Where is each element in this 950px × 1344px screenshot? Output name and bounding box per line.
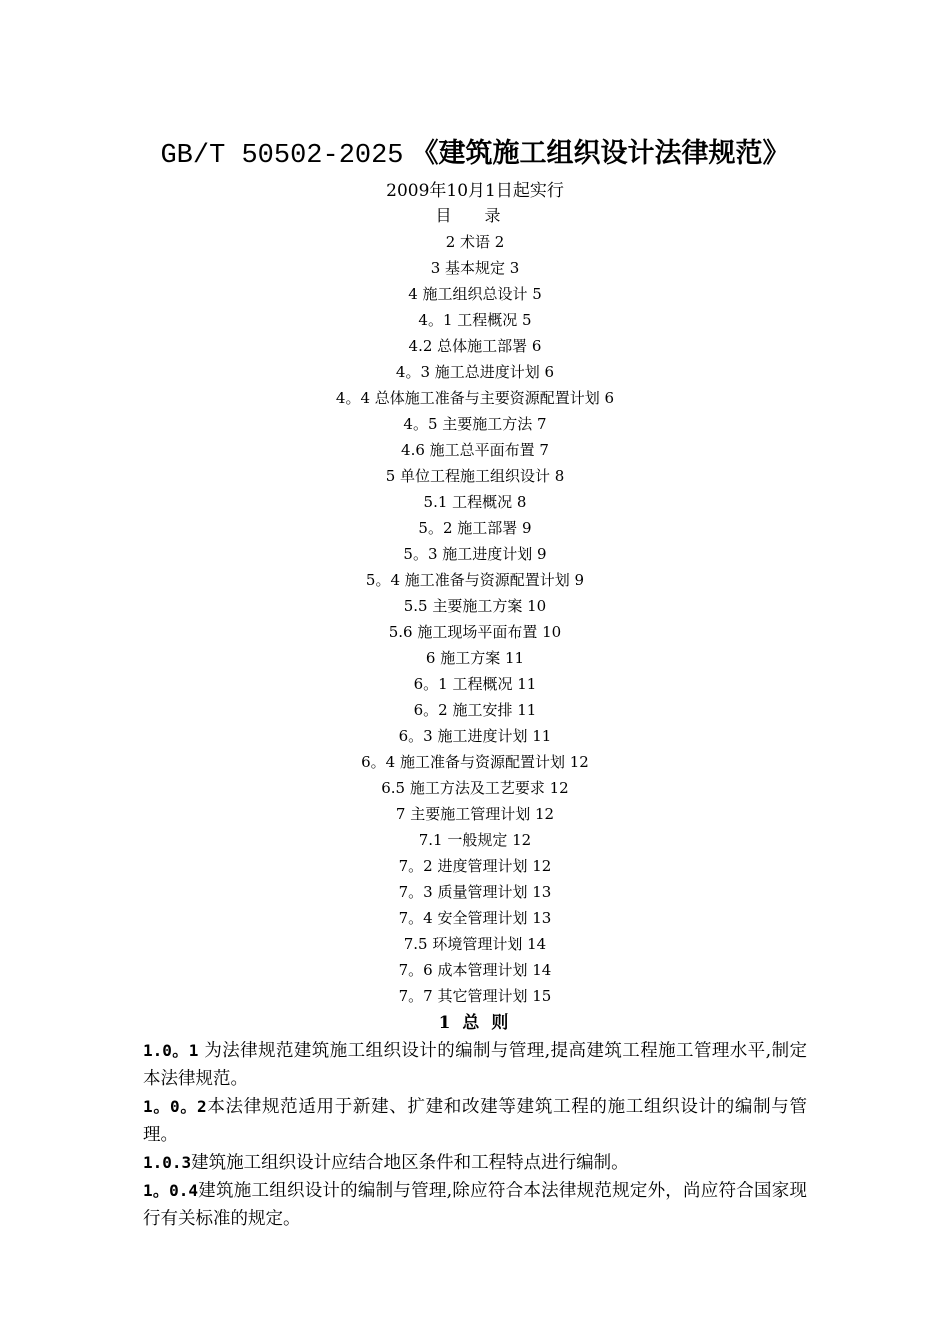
clause-number: 1.0.3: [143, 1153, 192, 1172]
toc-item: 6。4 施工准备与资源配置计划 12: [361, 753, 589, 771]
clause-number: 1。0.4: [143, 1181, 199, 1200]
clause: [143, 1037, 807, 1093]
toc-item: 7.1 一般规定 12: [418, 831, 532, 849]
clause-number: 1。0。2: [143, 1097, 207, 1116]
clause: [143, 1149, 807, 1177]
toc-heading: 目 录: [435, 206, 515, 225]
toc-item: 4.2 总体施工部署 6: [408, 337, 542, 355]
clause-list: [143, 1037, 807, 1233]
toc-item: 4.6 施工总平面布置 7: [401, 441, 549, 459]
toc-item: 7。7 其它管理计划 15: [398, 987, 552, 1005]
table-of-contents: [0, 229, 950, 1009]
toc-item: 6。1 工程概况 11: [413, 675, 537, 693]
clause-text: 建筑施工组织设计的编制与管理,除应符合本法律规范规定外，尚应符合国家现行有关标准的规定。: [143, 1181, 807, 1229]
toc-item: 5.1 工程概况 8: [423, 493, 527, 511]
toc-item: 4。4 总体施工准备与主要资源配置计划 6: [335, 389, 615, 407]
toc-item: 5.5 主要施工方案 10: [403, 597, 547, 615]
toc-item: 5 单位工程施工组织设计 8: [385, 467, 565, 485]
toc-item: 6。3 施工进度计划 11: [398, 727, 552, 745]
standard-code: GB/T 50502-2025: [160, 141, 404, 171]
toc-item: 2 术语 2: [445, 233, 505, 251]
toc-item: 7。4 安全管理计划 13: [398, 909, 552, 927]
toc-item: 7 主要施工管理计划 12: [395, 805, 555, 823]
clause: [143, 1093, 807, 1149]
clause-text: 本法律规范适用于新建、扩建和改建等建筑工程的施工组织设计的编制与管理。: [143, 1097, 807, 1145]
effective-date: 2009年10月1日起实行: [386, 181, 564, 201]
clause-text: 为法律规范建筑施工组织设计的编制与管理,提高建筑工程施工管理水平,制定本法律规范。: [143, 1041, 807, 1089]
clause-text: 建筑施工组织设计应结合地区条件和工程特点进行编制。: [191, 1153, 629, 1173]
toc-item: 5。3 施工进度计划 9: [403, 545, 547, 563]
toc-item: 7.5 环境管理计划 14: [403, 935, 547, 953]
clause: [143, 1177, 807, 1233]
toc-item: 5。4 施工准备与资源配置计划 9: [365, 571, 585, 589]
toc-item: 6。2 施工安排 11: [413, 701, 537, 719]
clause-number: 1.0。1: [143, 1041, 199, 1060]
toc-item: 4。5 主要施工方法 7: [403, 415, 547, 433]
toc-item: 7。6 成本管理计划 14: [398, 961, 552, 979]
section-heading: 1 总 则: [438, 1013, 512, 1033]
toc-item: 6 施工方案 11: [425, 649, 525, 667]
toc-item: 5。2 施工部署 9: [418, 519, 532, 537]
toc-item: 4。3 施工总进度计划 6: [395, 363, 555, 381]
toc-item: 5.6 施工现场平面布置 10: [388, 623, 562, 641]
toc-item: 4 施工组织总设计 5: [408, 285, 542, 303]
document-title: [0, 136, 950, 174]
standard-name: 《建筑施工组织设计法律规范》: [411, 138, 790, 169]
toc-item: 7。3 质量管理计划 13: [398, 883, 552, 901]
toc-item: 7。2 进度管理计划 12: [398, 857, 552, 875]
toc-item: 4。1 工程概况 5: [418, 311, 532, 329]
toc-item: 6.5 施工方法及工艺要求 12: [381, 779, 569, 797]
toc-item: 3 基本规定 3: [430, 259, 520, 277]
